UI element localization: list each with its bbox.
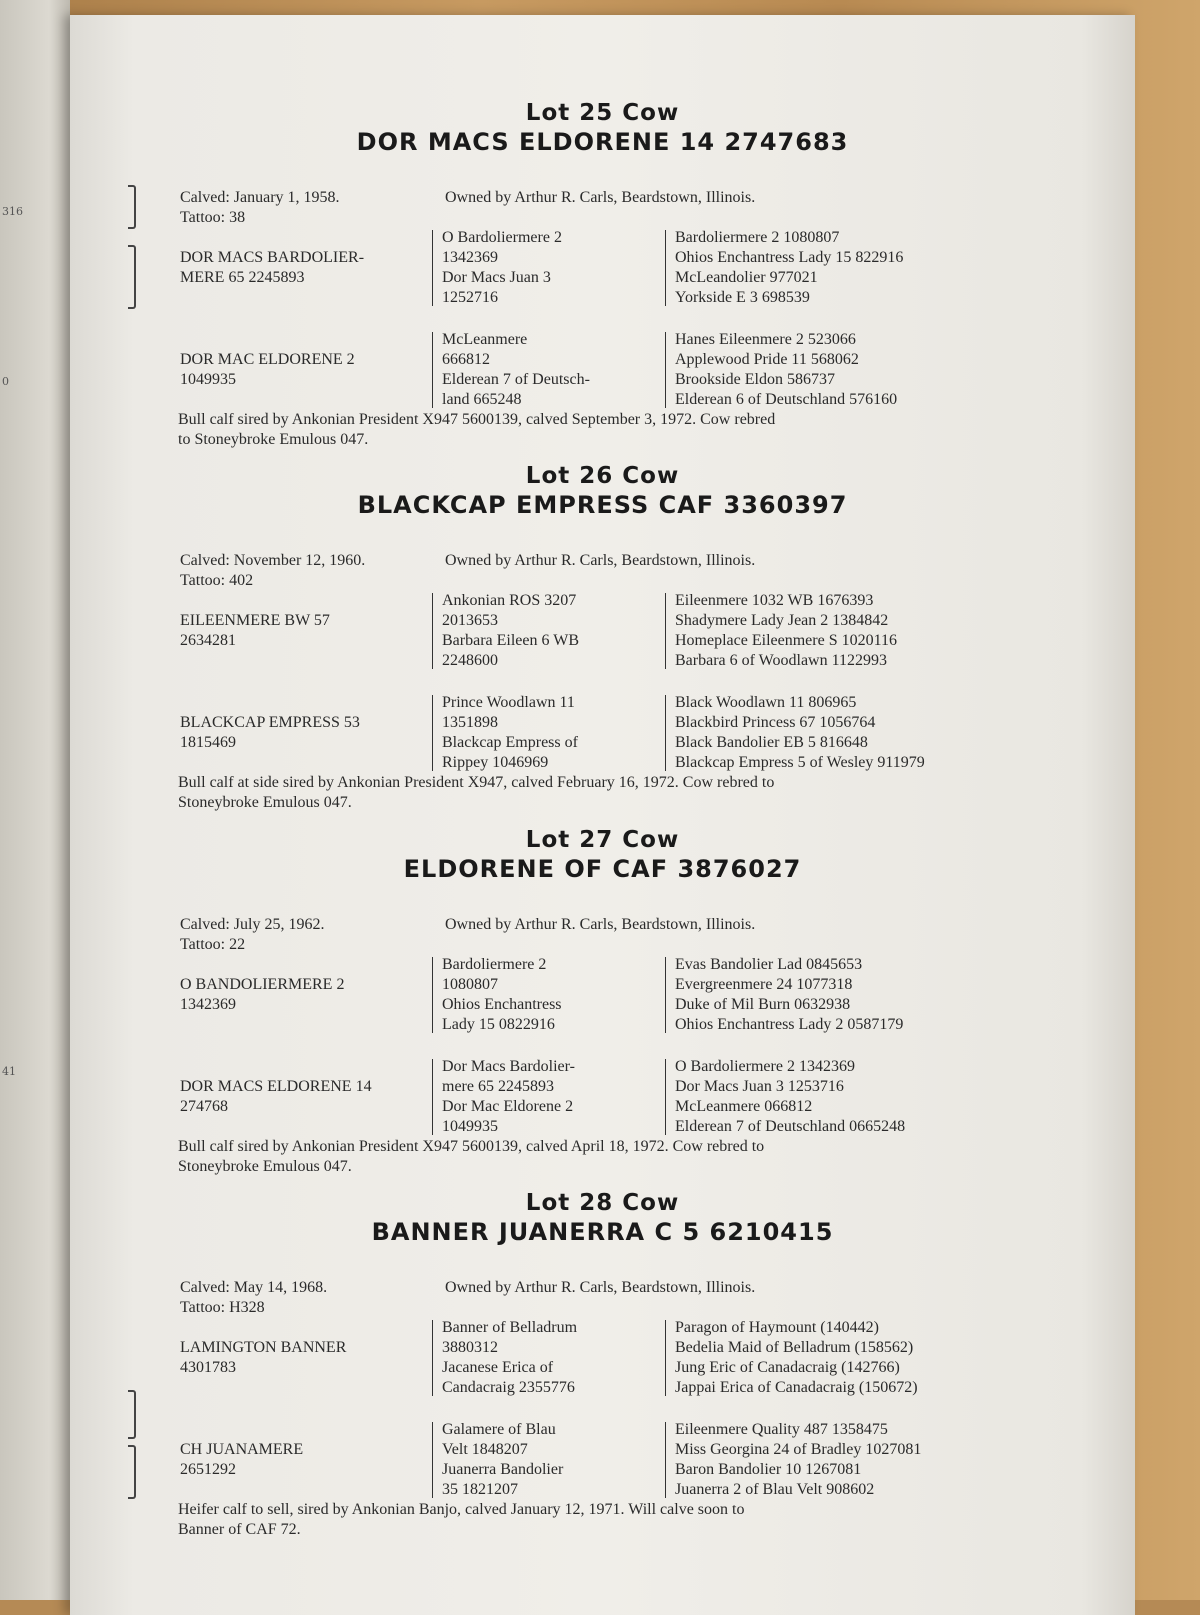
sire-grandparent-line: Duke of Mil Burn 0632938: [675, 996, 851, 1013]
lot-note: to Stoneybroke Emulous 047.: [178, 431, 369, 448]
sire-grandparent-line: Yorkside E 3 698539: [675, 289, 810, 306]
sire-grandparent-line: Eileenmere 1032 WB 1676393: [675, 592, 874, 609]
dam-grandparent-line: Elderean 6 of Deutschland 576160: [675, 391, 898, 408]
sire-parent-line: 3880312: [442, 1339, 498, 1356]
dam-name: DOR MAC ELDORENE 2: [180, 351, 355, 368]
lot-note: Bull calf at side sired by Ankonian President X947, calved February 16, 1972. Cow rebred to: [178, 774, 775, 791]
dam-parent-line: 1351898: [442, 714, 498, 731]
calved-date: Calved: July 25, 1962.: [180, 916, 325, 933]
dam-parent-line: Dor Mac Eldorene 2: [442, 1098, 574, 1115]
sire-grandparent-line: McLeandolier 977021: [675, 269, 818, 286]
pedigree-brace: [432, 957, 441, 1033]
sire-parent-line: Dor Macs Juan 3: [442, 269, 551, 286]
sire-grandparent-line: Shadymere Lady Jean 2 1384842: [675, 612, 889, 629]
dam-parent-line: Velt 1848207: [442, 1441, 528, 1458]
pedigree-brace: [432, 695, 441, 771]
lot-title: Lot 26 Cow: [525, 463, 680, 489]
tattoo: Tattoo: 402: [180, 572, 254, 589]
lot-note: Banner of CAF 72.: [178, 1521, 301, 1538]
dam-grandparent-line: Baron Bandolier 10 1267081: [675, 1461, 862, 1478]
sire-grandparent-line: Evergreenmere 24 1077318: [675, 976, 853, 993]
pedigree-brace: [432, 593, 441, 669]
lot-title: Lot 27 Cow: [525, 827, 680, 853]
catalog-page: [70, 15, 1135, 1615]
dam-registration: 2651292: [180, 1461, 236, 1478]
sire-registration: 4301783: [180, 1359, 236, 1376]
lot-note: Stoneybroke Emulous 047.: [178, 1158, 352, 1175]
dam-parent-line: McLeanmere: [442, 331, 528, 348]
sire-grandparent-line: Jappai Erica of Canadacraig (150672): [675, 1379, 918, 1396]
sire-name: EILEENMERE BW 57: [180, 612, 330, 629]
dam-grandparent-line: Miss Georgina 24 of Bradley 1027081: [675, 1441, 922, 1458]
dam-parent-line: Blackcap Empress of: [442, 734, 578, 751]
dam-grandparent-line: Black Bandolier EB 5 816648: [675, 734, 868, 751]
dam-registration: 1815469: [180, 734, 236, 751]
tattoo: Tattoo: 38: [180, 209, 246, 226]
lot-note: Bull calf sired by Ankonian President X947 5600139, calved April 18, 1972. Cow rebred to: [178, 1138, 765, 1155]
calved-date: Calved: January 1, 1958.: [180, 189, 340, 206]
sire-parent-line: Ankonian ROS 3207: [442, 592, 577, 609]
sire-registration: 1342369: [180, 996, 236, 1013]
dam-parent-line: 666812: [442, 351, 490, 368]
pedigree-brace: [665, 1059, 674, 1135]
pedigree-brace: [432, 332, 441, 408]
sire-name: LAMINGTON BANNER: [180, 1339, 347, 1356]
sire-parent-line: 2013653: [442, 612, 498, 629]
dam-parent-line: Dor Macs Bardolier-: [442, 1058, 575, 1075]
dam-parent-line: Elderean 7 of Deutsch-: [442, 371, 590, 388]
pedigree-brace: [665, 230, 674, 306]
animal-name: ELDORENE OF CAF 3876027: [403, 855, 802, 883]
margin-mark: 0: [2, 375, 9, 388]
pedigree-brace: [665, 332, 674, 408]
sire-grandparent-line: Bardoliermere 2 1080807: [675, 229, 840, 246]
pedigree-brace: [432, 230, 441, 306]
dam-grandparent-line: Black Woodlawn 11 806965: [675, 694, 857, 711]
sire-grandparent-line: Paragon of Haymount (140442): [675, 1319, 879, 1336]
lot-entry: [70, 1190, 1135, 1540]
dam-grandparent-line: Hanes Eileenmere 2 523066: [675, 331, 856, 348]
sire-name: O BANDOLIERMERE 2: [180, 976, 345, 993]
tattoo: Tattoo: H328: [180, 1299, 265, 1316]
sire-grandparent-line: Evas Bandolier Lad 0845653: [675, 956, 863, 973]
sire-grandparent-line: Ohios Enchantress Lady 2 0587179: [675, 1016, 904, 1033]
margin-mark: 316: [2, 205, 23, 218]
dam-parent-line: 35 1821207: [442, 1481, 518, 1498]
dam-grandparent-line: Juanerra 2 of Blau Velt 908602: [675, 1481, 875, 1498]
dam-grandparent-line: Eileenmere Quality 487 1358475: [675, 1421, 888, 1438]
sire-grandparent-line: Jung Eric of Canadacraig (142766): [675, 1359, 900, 1376]
dam-parent-line: land 665248: [442, 391, 522, 408]
calved-date: Calved: November 12, 1960.: [180, 552, 366, 569]
dam-grandparent-line: Blackcap Empress 5 of Wesley 911979: [675, 754, 925, 771]
pedigree-brace: [665, 1320, 674, 1396]
sire-parent-line: Ohios Enchantress: [442, 996, 562, 1013]
sire-parent-line: Candacraig 2355776: [442, 1379, 575, 1396]
dam-parent-line: 1049935: [442, 1118, 498, 1135]
lot-note: Heifer calf to sell, sired by Ankonian Banjo, calved January 12, 1971. Will calve soon to: [178, 1501, 745, 1518]
lot-title: Lot 25 Cow: [525, 100, 680, 126]
sire-parent-line: Barbara Eileen 6 WB: [442, 632, 579, 649]
dam-registration: 1049935: [180, 371, 236, 388]
sire-parent-line: 1342369: [442, 249, 498, 266]
lot-title: Lot 28 Cow: [525, 1190, 680, 1216]
dam-name: DOR MACS ELDORENE 14: [180, 1078, 372, 1095]
sire-grandparent-line: Bedelia Maid of Belladrum (158562): [675, 1339, 914, 1356]
sire-grandparent-line: Barbara 6 of Woodlawn 1122993: [675, 652, 887, 669]
animal-name: DOR MACS ELDORENE 14 2747683: [356, 128, 849, 156]
pedigree-brace: [665, 593, 674, 669]
sire-parent-line: Bardoliermere 2: [442, 956, 547, 973]
margin-mark: 41: [2, 1065, 16, 1078]
owner: Owned by Arthur R. Carls, Beardstown, Illinois.: [445, 189, 756, 206]
facing-page-edge: [0, 0, 70, 1600]
pedigree-brace: [432, 1320, 441, 1396]
dam-grandparent-line: Brookside Eldon 586737: [675, 371, 835, 388]
sire-parent-line: 2248600: [442, 652, 498, 669]
dam-registration: 274768: [180, 1098, 228, 1115]
dam-name: CH JUANAMERE: [180, 1441, 304, 1458]
animal-name: BLACKCAP EMPRESS CAF 3360397: [357, 491, 848, 519]
sire-registration: 2634281: [180, 632, 236, 649]
owner: Owned by Arthur R. Carls, Beardstown, Illinois.: [445, 916, 756, 933]
dam-name: BLACKCAP EMPRESS 53: [180, 714, 360, 731]
dam-grandparent-line: Blackbird Princess 67 1056764: [675, 714, 876, 731]
dam-parent-line: mere 65 2245893: [442, 1078, 554, 1095]
pedigree-brace: [665, 695, 674, 771]
owner: Owned by Arthur R. Carls, Beardstown, Illinois.: [445, 552, 756, 569]
sire-grandparent-line: Homeplace Eileenmere S 1020116: [675, 632, 897, 649]
sire-parent-line: 1080807: [442, 976, 498, 993]
dam-grandparent-line: Elderean 7 of Deutschland 0665248: [675, 1118, 906, 1135]
pedigree-brace: [665, 957, 674, 1033]
dam-grandparent-line: Dor Macs Juan 3 1253716: [675, 1078, 844, 1095]
dam-parent-line: Galamere of Blau: [442, 1421, 556, 1438]
lot-entry: [70, 463, 1135, 813]
sire-parent-line: 1252716: [442, 289, 498, 306]
dam-parent-line: Juanerra Bandolier: [442, 1461, 564, 1478]
lot-entry: [70, 827, 1135, 1177]
sire-registration: MERE 65 2245893: [180, 269, 305, 286]
sire-name: DOR MACS BARDOLIER-: [180, 249, 365, 266]
dam-grandparent-line: McLeanmere 066812: [675, 1098, 813, 1115]
pedigree-brace: [432, 1422, 441, 1498]
sire-parent-line: Lady 15 0822916: [442, 1016, 555, 1033]
animal-name: BANNER JUANERRA C 5 6210415: [371, 1218, 834, 1246]
lot-entry: [70, 100, 1135, 450]
sire-parent-line: Jacanese Erica of: [442, 1359, 554, 1376]
calved-date: Calved: May 14, 1968.: [180, 1279, 328, 1296]
sire-grandparent-line: Ohios Enchantress Lady 15 822916: [675, 249, 904, 266]
dam-parent-line: Rippey 1046969: [442, 754, 549, 771]
owner: Owned by Arthur R. Carls, Beardstown, Illinois.: [445, 1279, 756, 1296]
lot-note: Bull calf sired by Ankonian President X947 5600139, calved September 3, 1972. Cow rebred: [178, 411, 776, 428]
lot-note: Stoneybroke Emulous 047.: [178, 794, 352, 811]
dam-parent-line: Prince Woodlawn 11: [442, 694, 575, 711]
dam-grandparent-line: Applewood Pride 11 568062: [675, 351, 859, 368]
sire-parent-line: O Bardoliermere 2: [442, 229, 562, 246]
tattoo: Tattoo: 22: [180, 936, 246, 953]
dam-grandparent-line: O Bardoliermere 2 1342369: [675, 1058, 855, 1075]
sire-parent-line: Banner of Belladrum: [442, 1319, 578, 1336]
pedigree-brace: [432, 1059, 441, 1135]
pedigree-brace: [665, 1422, 674, 1498]
